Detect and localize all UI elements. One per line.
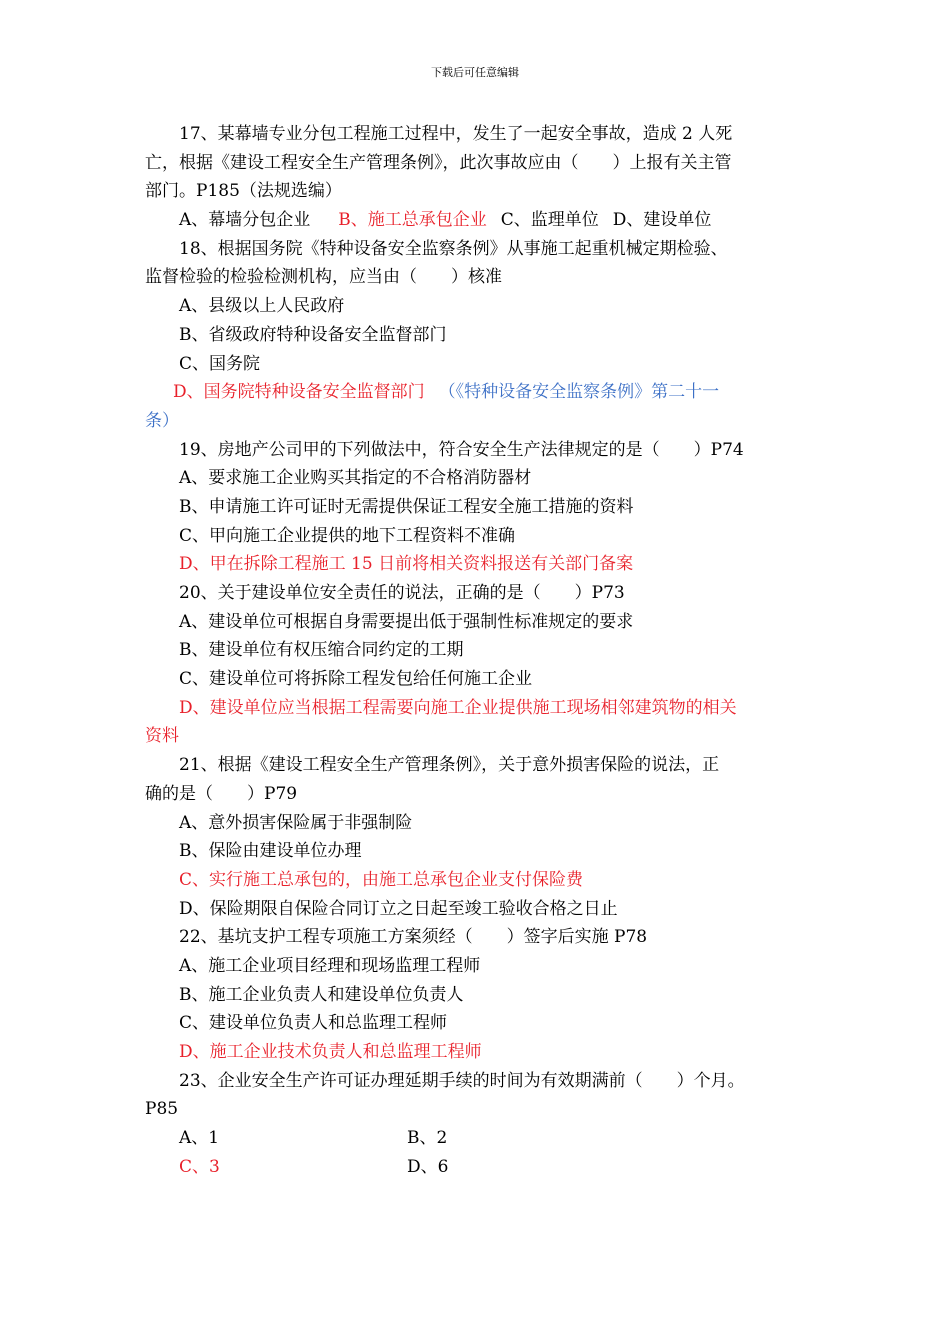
q23-option-a: A、1 (179, 1128, 220, 1149)
q22-option-b: B、施工企业负责人和建设单位负责人 (179, 984, 464, 1005)
q21-option-a: A、意外损害保险属于非强制险 (179, 812, 413, 833)
q20-option-a: A、建设单位可根据自身需要提出低于强制性标准规定的要求 (179, 611, 634, 632)
q19-option-d-answer: D、甲在拆除工程施工 15 日前将相关资料报送有关部门备案 (179, 554, 634, 575)
question-21-line-1: 21、根据《建设工程安全生产管理条例》，关于意外损害保险的说法，正 (179, 755, 720, 776)
question-17-line-1: 17、某幕墙专业分包工程施工过程中，发生了一起安全事故，造成 2 人死 (179, 124, 733, 144)
q18-option-d-line (145, 378, 805, 407)
q19-option-c: C、甲向施工企业提供的地下工程资料不准确 (179, 525, 516, 546)
q19-option-b: B、申请施工许可证时无需提供保证工程安全施工措施的资料 (179, 496, 634, 517)
question-17-line-2: 亡，根据《建设工程安全生产管理条例》，此次事故应由（ ）上报有关主管 (145, 152, 732, 173)
document-body (145, 120, 805, 1181)
question-17-line-3: 部门。P185（法规选编） (145, 181, 342, 202)
question-20-line-1: 20、关于建设单位安全责任的说法，正确的是（ ）P73 (179, 583, 625, 603)
q17-option-a: A、幕墙分包企业 (179, 210, 311, 231)
page-header: 下载后可任意编辑 (431, 66, 519, 79)
q18-reference-note-cont: 条） (145, 410, 179, 431)
q17-option-b-answer: B、施工总承包企业 (338, 210, 487, 231)
q22-option-d-answer: D、施工企业技术负责人和总监理工程师 (179, 1042, 482, 1062)
q23-options-row-2 (145, 1153, 805, 1182)
q18-option-c: C、国务院 (179, 353, 261, 374)
q17-option-d: D、建设单位 (612, 210, 712, 231)
q18-option-d-answer: D、国务院特种设备安全监督部门 (173, 382, 425, 403)
question-17-options (145, 206, 805, 235)
question-18-line-1: 18、根据国务院《特种设备安全监察条例》从事施工起重机械定期检验、 (179, 238, 728, 259)
q21-option-c-answer: C、实行施工总承包的，由施工总承包企业支付保险费 (179, 869, 584, 890)
question-19-line-1: 19、房地产公司甲的下列做法中，符合安全生产法律规定的是（ ）P74 (179, 439, 744, 460)
q20-option-d-answer-cont: 资料 (145, 726, 179, 747)
q22-option-a: A、施工企业项目经理和现场监理工程师 (179, 955, 481, 976)
q20-option-b: B、建设单位有权压缩合同约定的工期 (179, 640, 464, 661)
question-23-line-2: P85 (145, 1099, 179, 1120)
q23-options-row-1 (145, 1124, 805, 1153)
q23-option-b: B、2 (407, 1128, 448, 1149)
q23-option-d: D、6 (407, 1156, 449, 1177)
q20-option-d-answer: D、建设单位应当根据工程需要向施工企业提供施工现场相邻建筑物的相关 (179, 697, 737, 718)
q19-option-a: A、要求施工企业购买其指定的不合格消防器材 (179, 468, 532, 489)
question-22-line-1: 22、基坑支护工程专项施工方案须经（ ）签字后实施 P78 (179, 927, 648, 948)
question-23-line-1: 23、企业安全生产许可证办理延期手续的时间为有效期满前（ ）个月。 (179, 1070, 745, 1091)
q22-option-c: C、建设单位负责人和总监理工程师 (179, 1013, 448, 1034)
q21-option-b: B、保险由建设单位办理 (179, 841, 362, 862)
q17-option-c: C、监理单位 (500, 210, 599, 231)
q21-option-d: D、保险期限自保险合同订立之日起至竣工验收合格之日止 (179, 898, 618, 919)
q18-option-a: A、县级以上人民政府 (179, 296, 345, 317)
q18-option-b: B、省级政府特种设备安全监督部门 (179, 324, 447, 345)
q20-option-c: C、建设单位可将拆除工程发包给任何施工企业 (179, 669, 533, 690)
q23-option-c-answer: C、3 (179, 1156, 220, 1177)
question-18-line-2: 监督检验的检验检测机构，应当由（ ）核准 (145, 267, 502, 288)
question-21-line-2: 确的是（ ）P79 (145, 783, 298, 804)
q18-reference-note: （《特种设备安全监察条例》第二十一 (438, 382, 720, 403)
